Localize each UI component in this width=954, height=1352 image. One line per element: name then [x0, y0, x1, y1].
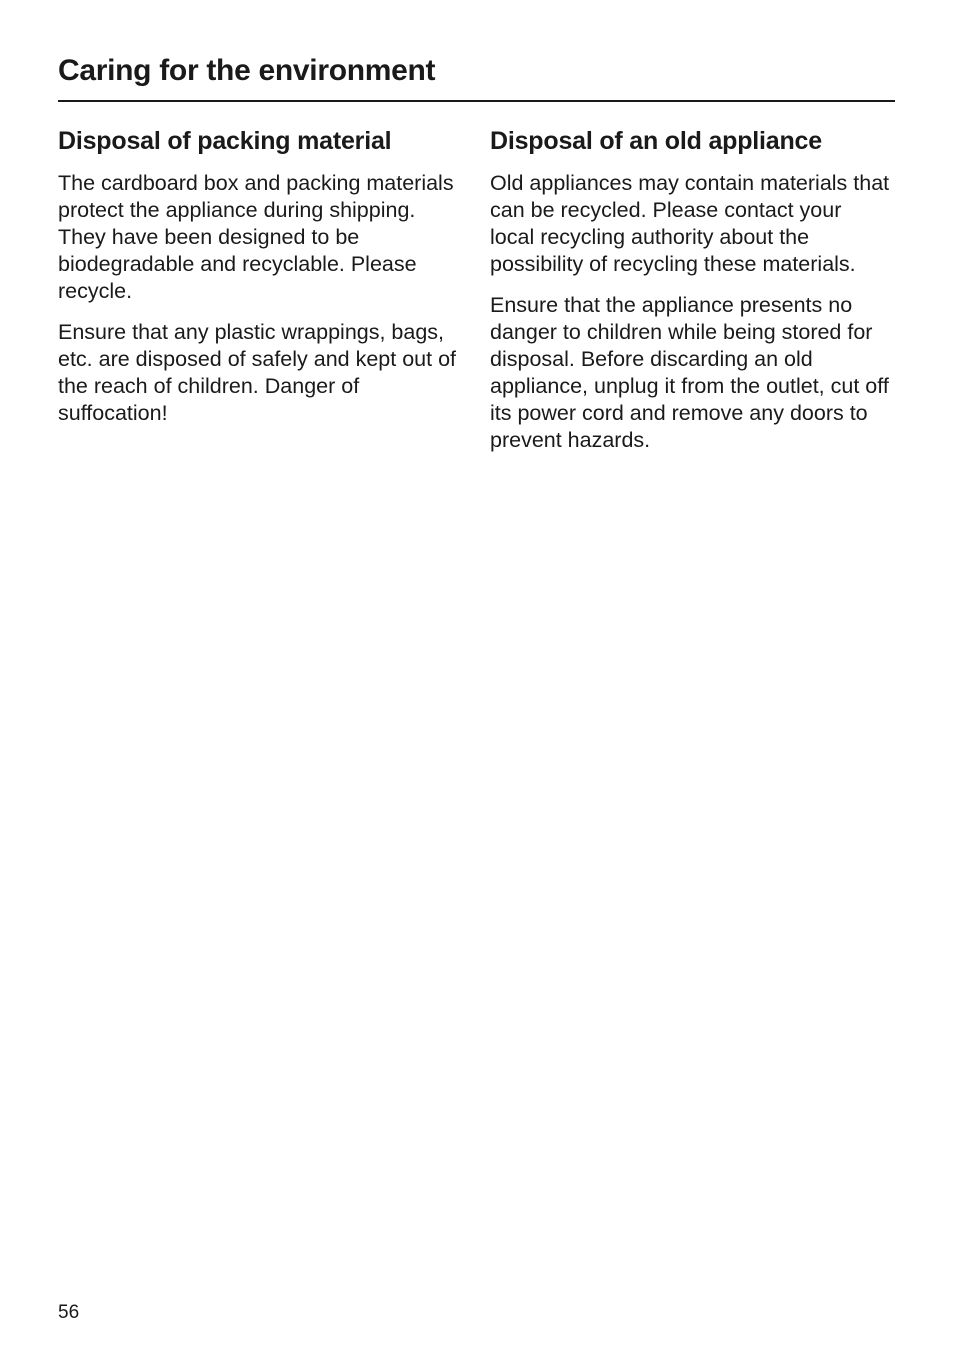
paragraph: The cardboard box and packing materials protect the appliance during shipping. They have been designed to be biodegradable and recyclable. Please recycle. [58, 171, 454, 303]
paragraph: Old appliances may contain materials that can be recycled. Please contact your local recycling authority about the possibility of recycling these materials. [490, 171, 890, 276]
section-heading: Disposal of an old appliance [490, 127, 822, 155]
title-divider [58, 100, 895, 102]
page-title: Caring for the environment [58, 54, 436, 87]
paragraph: Ensure that any plastic wrappings, bags, etc. are disposed of safely and kept out of the reach of children. Danger of suffocation! [58, 320, 457, 425]
section-old-appliance [490, 124, 890, 468]
section-heading: Disposal of packing material [58, 127, 392, 155]
page-number: 56 [58, 1302, 80, 1323]
paragraph: Ensure that the appliance presents no danger to children while being stored for disposal. Before discarding an old appliance, unplug it from the outlet, cut off its power cord and remove any doors to prevent hazards. [490, 293, 889, 452]
section-packing-material [58, 124, 458, 441]
